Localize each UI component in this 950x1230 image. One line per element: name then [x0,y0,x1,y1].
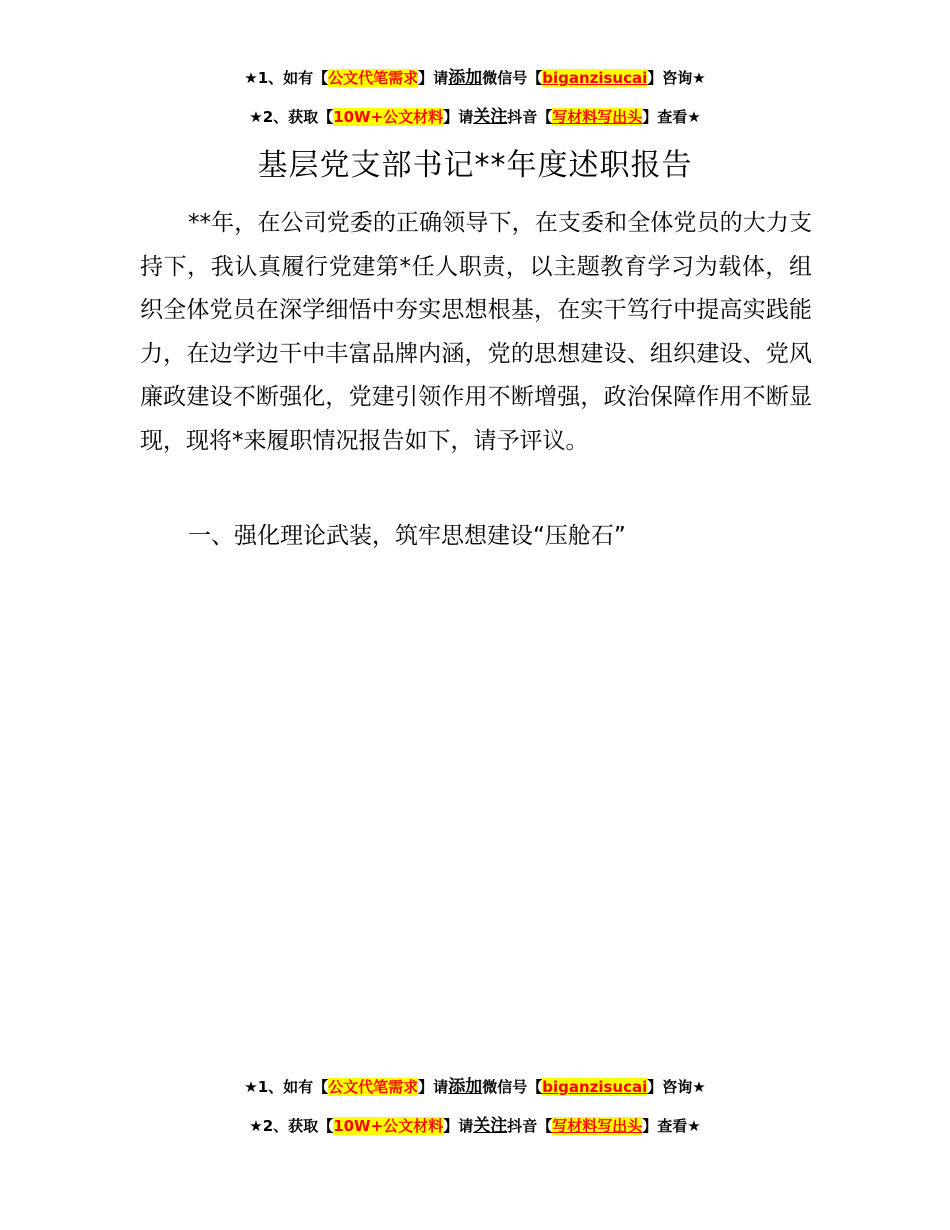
promo-line-2-bottom [0,1115,950,1137]
promo-text: 】请 [443,108,474,126]
promo-wechat-id: biganzisucai [542,69,648,87]
promo-prefix: ★1、如有【 [244,69,329,87]
promo-wechat-id: biganzisucai [542,1078,648,1096]
promo-text: 抖音【 [507,1117,553,1135]
promo-suffix: 】咨询★ [647,69,706,87]
promo-prefix: ★2、获取【 [249,108,334,126]
promo-emphasis: 添加 [448,1077,483,1097]
body-paragraph: **年，在公司党委的正确领导下，在支委和全体党员的大力支持下，我认真履行党建第*任人职责，以主题教育学习为载体，组织全体党员在深学细悟中夯实思想根基，在实干笃行中提高实践能力，在边学边干中丰富品牌内涵，党的思想建设、组织建设、党风廉政建设不断强化，党建引领作用不断增强，政治保障作用不断显现，现将*来履职情况报告如下，请予评议。 [140,210,812,454]
promo-text: 微信号【 [482,69,543,87]
promo-suffix: 】咨询★ [647,1078,706,1096]
promo-emphasis: 添加 [448,68,483,88]
section-heading: 一、强化理论武装，筑牢思想建设“压舱石” [188,523,626,549]
promo-line-1-bottom [0,1076,950,1098]
promo-douyin-id: 写材料写出头 [552,108,643,126]
promo-highlight: 公文代笔需求 [328,69,419,87]
promo-text: 】请 [418,69,449,87]
promo-douyin-id: 写材料写出头 [552,1117,643,1135]
promo-suffix: 】查看★ [642,108,701,126]
promo-highlight: 10W+公文材料 [333,108,444,126]
promo-highlight: 10W+公文材料 [333,1117,444,1135]
promo-emphasis: 关注 [473,107,508,127]
promo-text: 】请 [443,1117,474,1135]
promo-text: 微信号【 [482,1078,543,1096]
promo-line-1-top [0,67,950,89]
promo-text: 抖音【 [507,108,553,126]
promo-line-2-top [0,106,950,128]
promo-text: 】请 [418,1078,449,1096]
promo-highlight: 公文代笔需求 [328,1078,419,1096]
promo-emphasis: 关注 [473,1116,508,1136]
promo-prefix: ★1、如有【 [244,1078,329,1096]
promo-prefix: ★2、获取【 [249,1117,334,1135]
document-title: 基层党支部书记**年度述职报告 [257,148,693,183]
promo-suffix: 】查看★ [642,1117,701,1135]
